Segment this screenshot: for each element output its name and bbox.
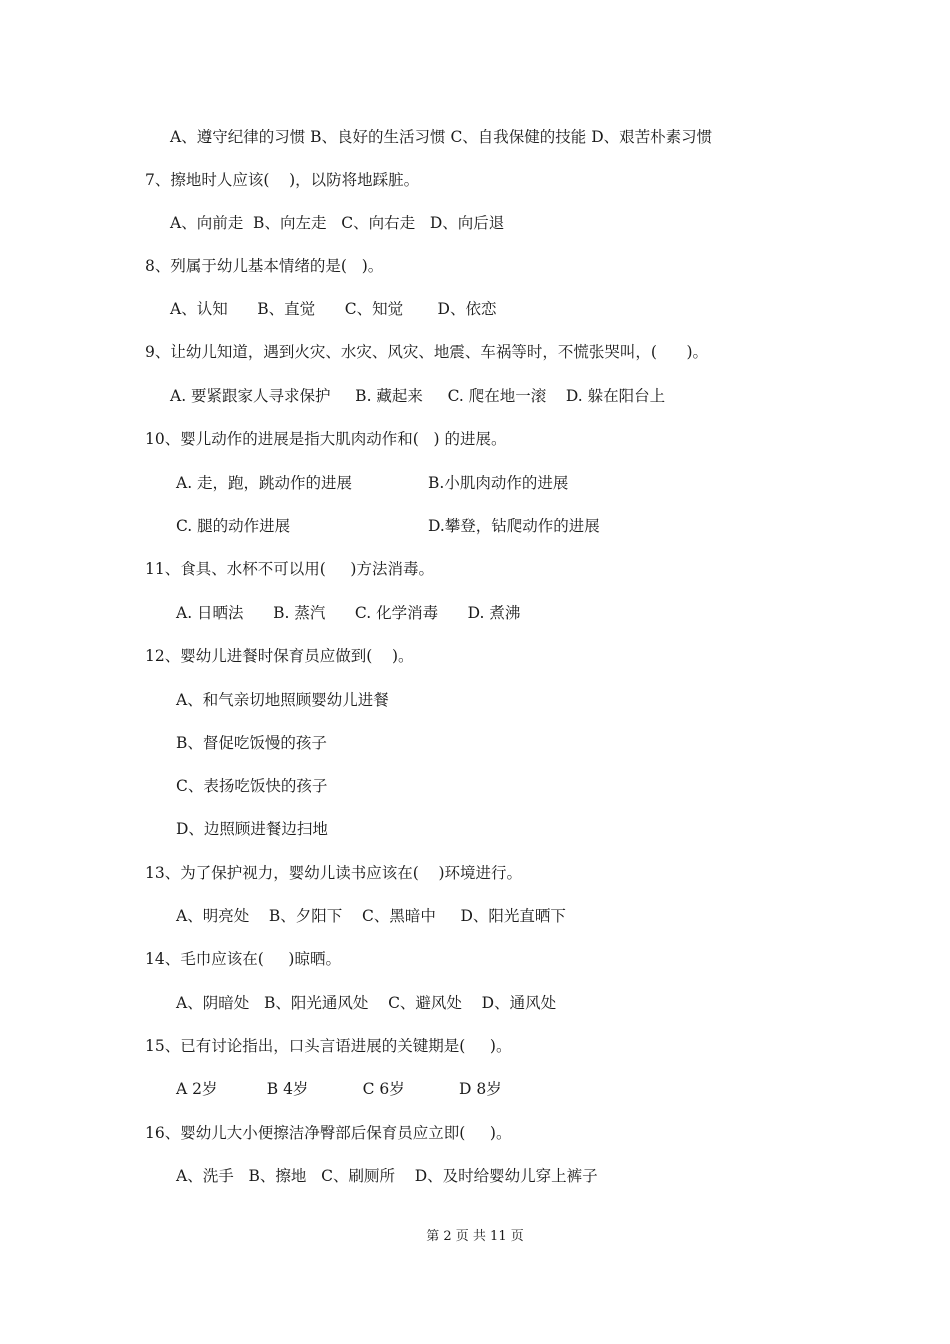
- question-15: 15、已有讨论指出，口头言语进展的关键期是( )。: [145, 1037, 512, 1055]
- q6-options: A、遵守纪律的习惯 B、良好的生活习惯 C、自我保健的技能 D、艰苦朴素习惯: [170, 128, 713, 146]
- question-10: 10、婴儿动作的进展是指大肌肉动作和( ) 的进展。: [145, 430, 507, 448]
- q10-option-d: D.攀登，钻爬动作的进展: [428, 517, 600, 535]
- question-14: 14、毛巾应该在( )晾晒。: [145, 950, 341, 968]
- q12-option-d: D、边照顾进餐边扫地: [176, 820, 328, 838]
- q10-option-c: C. 腿的动作进展: [176, 517, 291, 535]
- question-16: 16、婴幼儿大小便擦洁净臀部后保育员应立即( )。: [145, 1124, 512, 1142]
- page-footer: 第 2 页 共 11 页: [426, 1229, 524, 1244]
- question-13: 13、为了保护视力，婴幼儿读书应该在( )环境进行。: [145, 864, 523, 882]
- question-12: 12、婴幼儿进餐时保育员应做到( )。: [145, 647, 414, 665]
- q12-option-a: A、和气亲切地照顾婴幼儿进餐: [176, 691, 389, 709]
- q14-options: A、阴暗处 B、阳光通风处 C、避风处 D、通风处: [176, 994, 557, 1012]
- q12-option-b: B、督促吃饭慢的孩子: [176, 734, 327, 752]
- q10-option-b: B.小肌肉动作的进展: [428, 474, 569, 492]
- q12-option-c: C、表扬吃饭快的孩子: [176, 777, 328, 795]
- q11-options: A. 日晒法 B. 蒸汽 C. 化学消毒 D. 煮沸: [176, 604, 521, 622]
- q15-options: A 2岁 B 4岁 C 6岁 D 8岁: [176, 1080, 502, 1098]
- q10-option-a: A. 走，跑，跳动作的进展: [176, 474, 353, 492]
- q9-options: A. 要紧跟家人寻求保护 B. 藏起来 C. 爬在地一滚 D. 躲在阳台上: [170, 387, 666, 405]
- question-7: 7、擦地时人应该( )，以防将地踩脏。: [145, 171, 420, 189]
- q16-options: A、洗手 B、擦地 C、刷厕所 D、及时给婴幼儿穿上裤子: [176, 1167, 598, 1185]
- question-8: 8、列属于幼儿基本情绪的是( )。: [145, 257, 384, 275]
- q7-options: A、向前走 B、向左走 C、向右走 D、向后退: [170, 214, 505, 232]
- q13-options: A、明亮处 B、夕阳下 C、黑暗中 D、阳光直晒下: [176, 907, 566, 925]
- question-11: 11、食具、水杯不可以用( )方法消毒。: [145, 560, 434, 578]
- question-9: 9、让幼儿知道，遇到火灾、水灾、风灾、地震、车祸等时，不慌张哭叫，( )。: [145, 343, 709, 361]
- q8-options: A、认知 B、直觉 C、知觉 D、依恋: [170, 300, 497, 318]
